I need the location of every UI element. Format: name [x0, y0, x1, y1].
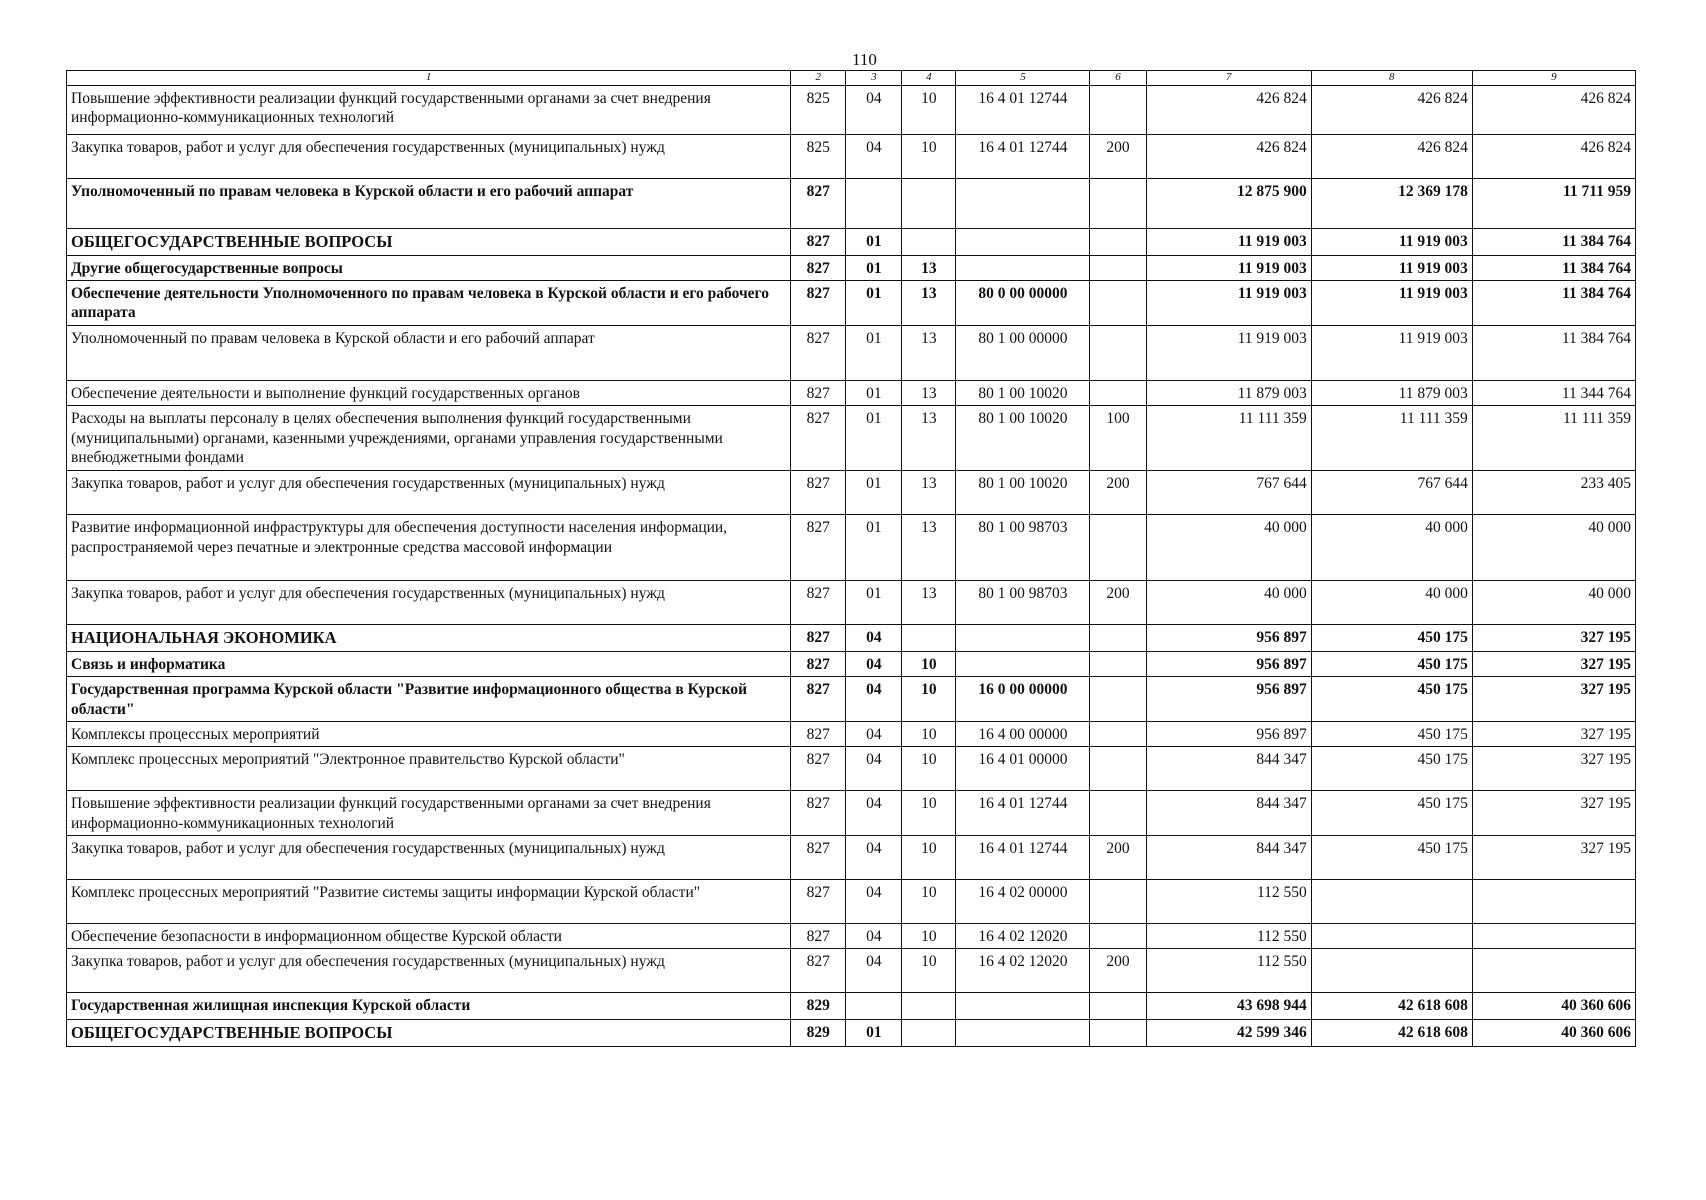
budget-table — [66, 70, 1636, 1047]
expense-type-code — [1090, 281, 1146, 326]
admin-code: 829 — [791, 993, 846, 1020]
row-name: Обеспечение деятельности Уполномоченного по правам человека в Курской области и его рабочего аппарата — [67, 281, 791, 326]
section-code: 01 — [846, 255, 902, 280]
table-row — [67, 325, 1636, 380]
row-name: Комплекс процессных мероприятий "Развитие системы защиты информации Курской области" — [67, 880, 791, 924]
table-row — [67, 515, 1636, 581]
subsection-code — [902, 1020, 956, 1047]
section-code: 01 — [846, 471, 902, 515]
admin-code: 827 — [791, 625, 846, 652]
expense-type-code — [1090, 880, 1146, 924]
amount-col9: 11 384 764 — [1472, 255, 1635, 280]
target-article-code: 16 4 02 12020 — [956, 949, 1090, 993]
table-row — [67, 677, 1636, 722]
section-code: 04 — [846, 677, 902, 722]
section-code: 01 — [846, 406, 902, 471]
table-row — [67, 651, 1636, 676]
amount-col9: 426 824 — [1472, 86, 1635, 135]
expense-type-code: 200 — [1090, 836, 1146, 880]
subsection-code: 10 — [902, 949, 956, 993]
amount-col9: 327 195 — [1472, 677, 1635, 722]
section-code: 04 — [846, 747, 902, 791]
target-article-code: 16 4 00 00000 — [956, 721, 1090, 746]
subsection-code — [902, 179, 956, 229]
row-name: Закупка товаров, работ и услуг для обеспечения государственных (муниципальных) нужд — [67, 135, 791, 179]
column-number: 9 — [1472, 71, 1635, 86]
column-number: 4 — [902, 71, 956, 86]
table-row — [67, 581, 1636, 625]
amount-col8: 450 175 — [1311, 651, 1472, 676]
subsection-code — [902, 625, 956, 652]
target-article-code — [956, 651, 1090, 676]
row-name: Связь и информатика — [67, 651, 791, 676]
column-number: 2 — [791, 71, 846, 86]
target-article-code — [956, 993, 1090, 1020]
amount-col8: 450 175 — [1311, 721, 1472, 746]
amount-col7: 11 919 003 — [1146, 255, 1311, 280]
expense-type-code — [1090, 325, 1146, 380]
row-name: Обеспечение безопасности в информационном обществе Курской области — [67, 924, 791, 949]
table-row — [67, 625, 1636, 652]
admin-code: 827 — [791, 515, 846, 581]
subsection-code: 13 — [902, 325, 956, 380]
table-row — [67, 880, 1636, 924]
amount-col9: 11 384 764 — [1472, 325, 1635, 380]
admin-code: 827 — [791, 471, 846, 515]
admin-code: 827 — [791, 255, 846, 280]
amount-col9: 327 195 — [1472, 836, 1635, 880]
amount-col7: 844 347 — [1146, 747, 1311, 791]
column-number: 1 — [67, 71, 791, 86]
row-name: ОБЩЕГОСУДАРСТВЕННЫЕ ВОПРОСЫ — [67, 229, 791, 256]
admin-code: 827 — [791, 581, 846, 625]
expense-type-code — [1090, 255, 1146, 280]
amount-col7: 40 000 — [1146, 581, 1311, 625]
amount-col8: 426 824 — [1311, 86, 1472, 135]
expense-type-code: 100 — [1090, 406, 1146, 471]
subsection-code: 10 — [902, 86, 956, 135]
section-code: 04 — [846, 924, 902, 949]
table-row — [67, 86, 1636, 135]
amount-col7: 426 824 — [1146, 86, 1311, 135]
expense-type-code — [1090, 86, 1146, 135]
expense-type-code — [1090, 1020, 1146, 1047]
amount-col7: 112 550 — [1146, 880, 1311, 924]
amount-col8: 11 111 359 — [1311, 406, 1472, 471]
amount-col7: 43 698 944 — [1146, 993, 1311, 1020]
expense-type-code: 200 — [1090, 581, 1146, 625]
column-number-row — [67, 71, 1636, 86]
table-row — [67, 471, 1636, 515]
amount-col7: 767 644 — [1146, 471, 1311, 515]
amount-col9 — [1472, 924, 1635, 949]
subsection-code: 13 — [902, 581, 956, 625]
column-number: 5 — [956, 71, 1090, 86]
section-code: 04 — [846, 949, 902, 993]
admin-code: 827 — [791, 880, 846, 924]
target-article-code: 80 1 00 10020 — [956, 406, 1090, 471]
row-name: Расходы на выплаты персоналу в целях обеспечения выполнения функций государственными (муниципальными) органами, казенными учреждениями, органами управления государственными внебюджетными фондами — [67, 406, 791, 471]
admin-code: 827 — [791, 949, 846, 993]
target-article-code — [956, 229, 1090, 256]
table-row — [67, 747, 1636, 791]
amount-col7: 844 347 — [1146, 836, 1311, 880]
amount-col8: 767 644 — [1311, 471, 1472, 515]
amount-col9: 11 384 764 — [1472, 281, 1635, 326]
expense-type-code: 200 — [1090, 949, 1146, 993]
amount-col7: 426 824 — [1146, 135, 1311, 179]
target-article-code — [956, 255, 1090, 280]
amount-col9: 327 195 — [1472, 721, 1635, 746]
target-article-code: 16 4 01 12744 — [956, 86, 1090, 135]
amount-col9: 233 405 — [1472, 471, 1635, 515]
admin-code: 827 — [791, 179, 846, 229]
admin-code: 827 — [791, 836, 846, 880]
amount-col9: 426 824 — [1472, 135, 1635, 179]
amount-col8: 11 919 003 — [1311, 229, 1472, 256]
section-code: 01 — [846, 325, 902, 380]
target-article-code: 16 4 02 12020 — [956, 924, 1090, 949]
amount-col7: 11 919 003 — [1146, 325, 1311, 380]
expense-type-code — [1090, 625, 1146, 652]
admin-code: 829 — [791, 1020, 846, 1047]
amount-col9: 11 711 959 — [1472, 179, 1635, 229]
amount-col8 — [1311, 880, 1472, 924]
amount-col8: 11 919 003 — [1311, 281, 1472, 326]
amount-col7: 112 550 — [1146, 924, 1311, 949]
row-name: Закупка товаров, работ и услуг для обеспечения государственных (муниципальных) нужд — [67, 949, 791, 993]
table-row — [67, 380, 1636, 405]
amount-col8 — [1311, 924, 1472, 949]
row-name: Государственная жилищная инспекция Курской области — [67, 993, 791, 1020]
row-name: Закупка товаров, работ и услуг для обеспечения государственных (муниципальных) нужд — [67, 471, 791, 515]
amount-col9: 11 344 764 — [1472, 380, 1635, 405]
target-article-code: 80 1 00 98703 — [956, 515, 1090, 581]
subsection-code: 10 — [902, 924, 956, 949]
target-article-code: 80 1 00 98703 — [956, 581, 1090, 625]
amount-col9: 40 360 606 — [1472, 1020, 1635, 1047]
subsection-code: 10 — [902, 677, 956, 722]
table-row — [67, 949, 1636, 993]
table-row — [67, 721, 1636, 746]
admin-code: 827 — [791, 677, 846, 722]
amount-col7: 844 347 — [1146, 791, 1311, 836]
row-name: Развитие информационной инфраструктуры для обеспечения доступности населения информации, распространяемой через печатные и электронные средства массовой информации — [67, 515, 791, 581]
expense-type-code — [1090, 380, 1146, 405]
section-code — [846, 179, 902, 229]
subsection-code: 10 — [902, 880, 956, 924]
column-number: 7 — [1146, 71, 1311, 86]
row-name: Закупка товаров, работ и услуг для обеспечения государственных (муниципальных) нужд — [67, 836, 791, 880]
expense-type-code — [1090, 651, 1146, 676]
target-article-code: 16 4 01 12744 — [956, 135, 1090, 179]
expense-type-code — [1090, 677, 1146, 722]
admin-code: 827 — [791, 380, 846, 405]
amount-col9: 40 000 — [1472, 515, 1635, 581]
amount-col8: 11 919 003 — [1311, 255, 1472, 280]
amount-col9 — [1472, 880, 1635, 924]
subsection-code — [902, 229, 956, 256]
table-row — [67, 135, 1636, 179]
expense-type-code — [1090, 747, 1146, 791]
row-name: Уполномоченный по правам человека в Курской области и его рабочий аппарат — [67, 179, 791, 229]
amount-col8: 450 175 — [1311, 677, 1472, 722]
target-article-code: 16 0 00 00000 — [956, 677, 1090, 722]
amount-col7: 956 897 — [1146, 651, 1311, 676]
row-name: Государственная программа Курской области "Развитие информационного общества в Курской области" — [67, 677, 791, 722]
amount-col9: 40 000 — [1472, 581, 1635, 625]
admin-code: 827 — [791, 651, 846, 676]
row-name: Уполномоченный по правам человека в Курской области и его рабочий аппарат — [67, 325, 791, 380]
admin-code: 827 — [791, 229, 846, 256]
table-row — [67, 836, 1636, 880]
section-code: 04 — [846, 791, 902, 836]
subsection-code — [902, 993, 956, 1020]
target-article-code: 16 4 01 12744 — [956, 836, 1090, 880]
amount-col8: 450 175 — [1311, 791, 1472, 836]
target-article-code: 80 1 00 00000 — [956, 325, 1090, 380]
table-row — [67, 179, 1636, 229]
admin-code: 827 — [791, 924, 846, 949]
amount-col8: 450 175 — [1311, 625, 1472, 652]
amount-col7: 11 919 003 — [1146, 229, 1311, 256]
subsection-code: 10 — [902, 791, 956, 836]
admin-code: 825 — [791, 135, 846, 179]
table-row — [67, 1020, 1636, 1047]
amount-col7: 11 919 003 — [1146, 281, 1311, 326]
row-name: Комплекс процессных мероприятий "Электронное правительство Курской области" — [67, 747, 791, 791]
expense-type-code — [1090, 515, 1146, 581]
amount-col9: 327 195 — [1472, 651, 1635, 676]
amount-col9: 327 195 — [1472, 791, 1635, 836]
column-number: 3 — [846, 71, 902, 86]
target-article-code: 80 1 00 10020 — [956, 471, 1090, 515]
row-name: Закупка товаров, работ и услуг для обеспечения государственных (муниципальных) нужд — [67, 581, 791, 625]
section-code: 01 — [846, 281, 902, 326]
target-article-code — [956, 179, 1090, 229]
admin-code: 827 — [791, 721, 846, 746]
row-name: Повышение эффективности реализации функций государственными органами за счет внедрения информационно-коммуникационных технологий — [67, 791, 791, 836]
subsection-code: 13 — [902, 281, 956, 326]
admin-code: 827 — [791, 281, 846, 326]
expense-type-code: 200 — [1090, 471, 1146, 515]
amount-col7: 40 000 — [1146, 515, 1311, 581]
target-article-code — [956, 625, 1090, 652]
amount-col9: 40 360 606 — [1472, 993, 1635, 1020]
subsection-code: 10 — [902, 747, 956, 791]
amount-col7: 11 879 003 — [1146, 380, 1311, 405]
subsection-code: 13 — [902, 406, 956, 471]
table-row — [67, 255, 1636, 280]
row-name: Комплексы процессных мероприятий — [67, 721, 791, 746]
expense-type-code — [1090, 229, 1146, 256]
row-name: Другие общегосударственные вопросы — [67, 255, 791, 280]
section-code: 04 — [846, 880, 902, 924]
row-name: Обеспечение деятельности и выполнение функций государственных органов — [67, 380, 791, 405]
section-code: 01 — [846, 1020, 902, 1047]
section-code: 04 — [846, 651, 902, 676]
column-number: 8 — [1311, 71, 1472, 86]
admin-code: 825 — [791, 86, 846, 135]
row-name: НАЦИОНАЛЬНАЯ ЭКОНОМИКА — [67, 625, 791, 652]
expense-type-code — [1090, 924, 1146, 949]
target-article-code: 16 4 01 12744 — [956, 791, 1090, 836]
target-article-code — [956, 1020, 1090, 1047]
amount-col8: 426 824 — [1311, 135, 1472, 179]
admin-code: 827 — [791, 325, 846, 380]
section-code — [846, 993, 902, 1020]
subsection-code: 10 — [902, 836, 956, 880]
amount-col8: 40 000 — [1311, 515, 1472, 581]
column-number: 6 — [1090, 71, 1146, 86]
amount-col8 — [1311, 949, 1472, 993]
section-code: 04 — [846, 625, 902, 652]
table-row — [67, 229, 1636, 256]
admin-code: 827 — [791, 747, 846, 791]
amount-col9: 327 195 — [1472, 625, 1635, 652]
expense-type-code — [1090, 993, 1146, 1020]
target-article-code: 80 0 00 00000 — [956, 281, 1090, 326]
amount-col7: 11 111 359 — [1146, 406, 1311, 471]
amount-col9: 327 195 — [1472, 747, 1635, 791]
subsection-code: 10 — [902, 721, 956, 746]
amount-col8: 12 369 178 — [1311, 179, 1472, 229]
section-code: 01 — [846, 380, 902, 405]
subsection-code: 10 — [902, 135, 956, 179]
target-article-code: 16 4 01 00000 — [956, 747, 1090, 791]
section-code: 01 — [846, 229, 902, 256]
amount-col7: 956 897 — [1146, 721, 1311, 746]
table-row — [67, 406, 1636, 471]
subsection-code: 13 — [902, 255, 956, 280]
amount-col7: 112 550 — [1146, 949, 1311, 993]
section-code: 04 — [846, 721, 902, 746]
page-number: 110 — [852, 50, 877, 69]
amount-col8: 42 618 608 — [1311, 1020, 1472, 1047]
target-article-code: 80 1 00 10020 — [956, 380, 1090, 405]
amount-col9 — [1472, 949, 1635, 993]
section-code: 01 — [846, 581, 902, 625]
amount-col8: 40 000 — [1311, 581, 1472, 625]
table-row — [67, 924, 1636, 949]
section-code: 04 — [846, 836, 902, 880]
table-row — [67, 281, 1636, 326]
expense-type-code — [1090, 791, 1146, 836]
subsection-code: 13 — [902, 515, 956, 581]
admin-code: 827 — [791, 406, 846, 471]
row-name: ОБЩЕГОСУДАРСТВЕННЫЕ ВОПРОСЫ — [67, 1020, 791, 1047]
table-row — [67, 791, 1636, 836]
section-code: 04 — [846, 86, 902, 135]
expense-type-code: 200 — [1090, 135, 1146, 179]
subsection-code: 10 — [902, 651, 956, 676]
amount-col7: 956 897 — [1146, 677, 1311, 722]
amount-col8: 11 919 003 — [1311, 325, 1472, 380]
section-code: 04 — [846, 135, 902, 179]
amount-col8: 450 175 — [1311, 836, 1472, 880]
subsection-code: 13 — [902, 380, 956, 405]
target-article-code: 16 4 02 00000 — [956, 880, 1090, 924]
admin-code: 827 — [791, 791, 846, 836]
amount-col7: 42 599 346 — [1146, 1020, 1311, 1047]
amount-col9: 11 384 764 — [1472, 229, 1635, 256]
expense-type-code — [1090, 179, 1146, 229]
amount-col8: 450 175 — [1311, 747, 1472, 791]
table-row — [67, 993, 1636, 1020]
row-name: Повышение эффективности реализации функций государственными органами за счет внедрения информационно-коммуникационных технологий — [67, 86, 791, 135]
subsection-code: 13 — [902, 471, 956, 515]
section-code: 01 — [846, 515, 902, 581]
expense-type-code — [1090, 721, 1146, 746]
amount-col7: 12 875 900 — [1146, 179, 1311, 229]
amount-col9: 11 111 359 — [1472, 406, 1635, 471]
amount-col8: 11 879 003 — [1311, 380, 1472, 405]
amount-col8: 42 618 608 — [1311, 993, 1472, 1020]
amount-col7: 956 897 — [1146, 625, 1311, 652]
